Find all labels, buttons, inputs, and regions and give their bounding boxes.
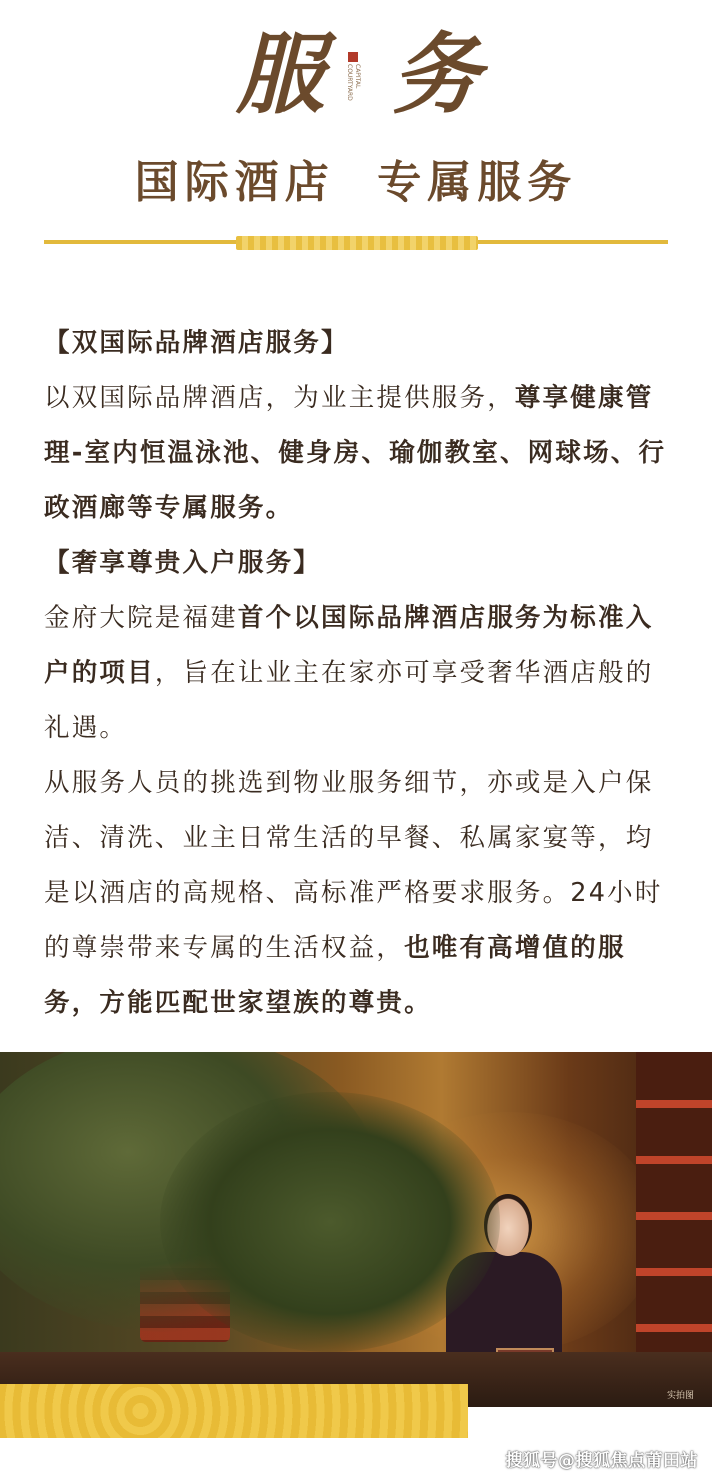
section-paragraph — [44, 756, 672, 1031]
title-char-wu: 务 — [392, 22, 481, 126]
title-char-fu: 服 — [236, 22, 325, 126]
gold-pattern-band — [0, 1384, 468, 1438]
text-run: 金府大院是福建 — [44, 603, 238, 633]
hotel-photo — [0, 1052, 712, 1407]
section-paragraph — [44, 591, 672, 756]
seal-logo — [344, 52, 362, 106]
article-body — [44, 316, 672, 1031]
text-run: 从服务人员的挑选到物业服务细节，亦或是入户保洁、清洗、业主日常生活的早餐、私属家宴等，均是以酒店的高规格、高标准严格要求服务。24小时的尊崇带来专属的生活权益， — [44, 768, 663, 963]
bold-text-run: 也唯有高增值的服务，方能匹配世家望族的尊贵。 — [44, 933, 626, 1018]
header-title — [0, 24, 712, 124]
photo-bonsai-tree-2 — [160, 1092, 500, 1352]
section-title: 【奢享尊贵入户服务】 — [44, 548, 322, 578]
photo-caption: 实拍图 — [666, 1391, 694, 1401]
text-run: ，旨在让业主在家亦可享受奢华酒店般的礼遇。 — [44, 658, 654, 743]
seal-text: CAPITAL COURTYARD — [346, 64, 361, 101]
source-watermark: 搜狐号@搜狐焦点莆田站 — [505, 1451, 698, 1471]
photo-shelf — [636, 1052, 712, 1352]
text-run: 以双国际品牌酒店，为业主提供服务， — [44, 383, 515, 413]
seal-stamp-icon — [348, 52, 358, 62]
page-subtitle: 国际酒店 专属服务 — [134, 157, 578, 208]
section-title: 【双国际品牌酒店服务】 — [44, 328, 349, 358]
divider-ornament — [236, 236, 478, 250]
section-paragraph — [44, 371, 672, 536]
bold-text-run: 首个以国际品牌酒店服务为标准入户的项目 — [44, 603, 654, 688]
bold-text-run: 尊享健康管理-室内恒温泳池、健身房、瑜伽教室、网球场、行政酒廊等专属服务。 — [44, 383, 667, 523]
